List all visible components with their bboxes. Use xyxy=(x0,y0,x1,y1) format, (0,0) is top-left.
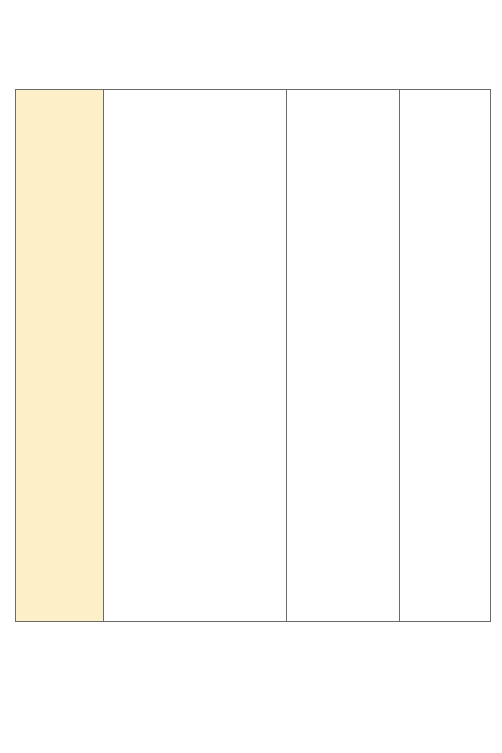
lesson-table xyxy=(15,89,491,622)
top-floral-banner xyxy=(0,0,502,26)
shaded-column-cell xyxy=(16,90,104,622)
floral-decoration xyxy=(0,0,502,26)
table-row xyxy=(16,90,491,622)
empty-cell xyxy=(287,90,400,622)
bottom-floral-banner xyxy=(0,726,502,753)
floral-decoration xyxy=(0,726,502,753)
empty-cell xyxy=(400,90,491,622)
answer-key-cell xyxy=(104,90,287,622)
